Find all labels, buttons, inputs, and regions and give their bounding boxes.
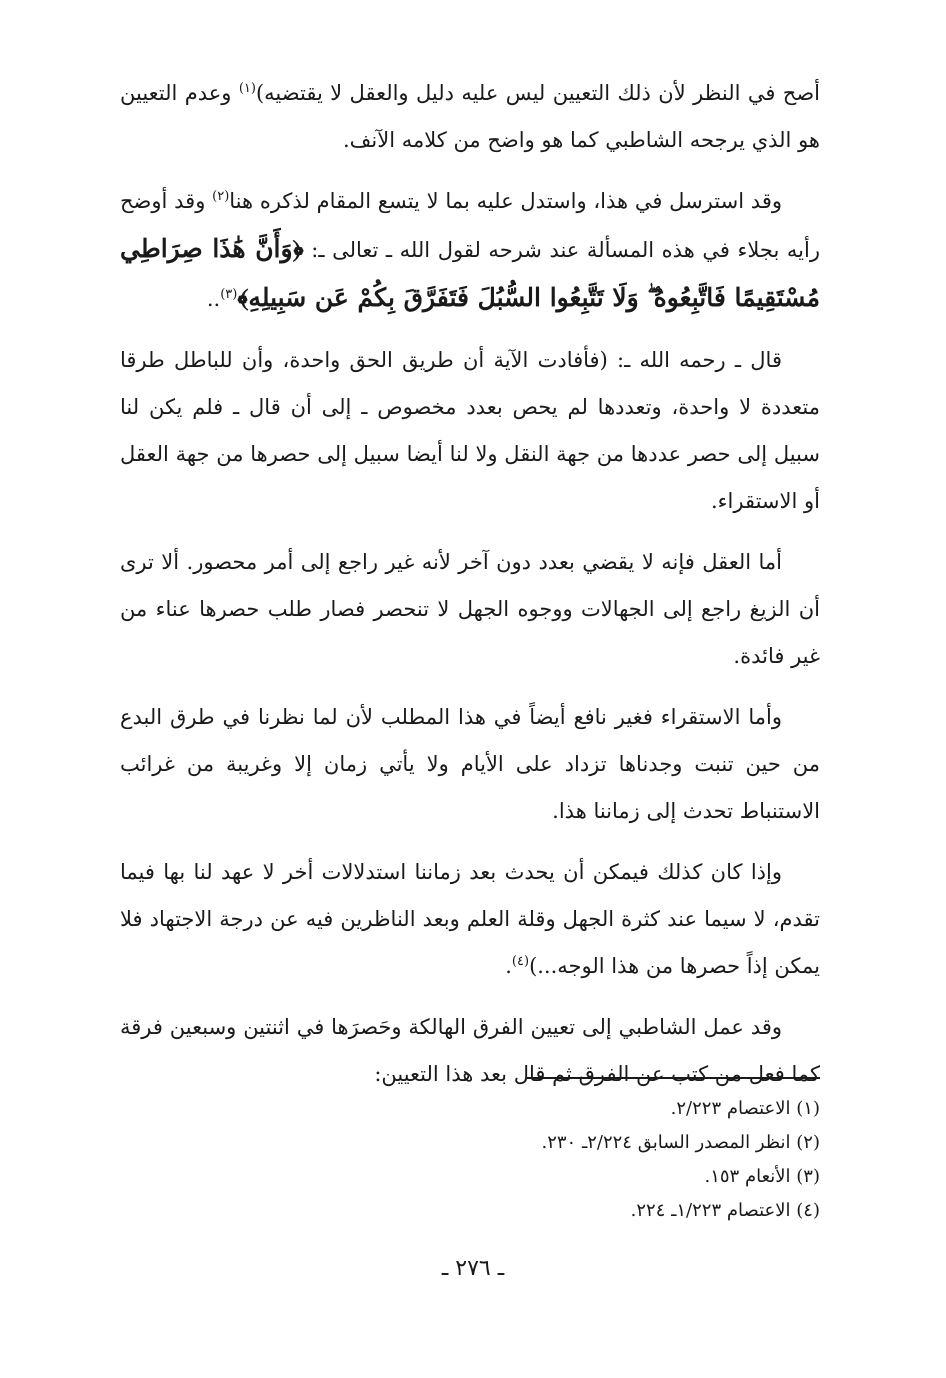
footnote-ref-2: (٢) — [212, 189, 230, 204]
footnote-3: (٣) الأنعام ١٥٣. — [704, 1166, 820, 1187]
paragraph-1 — [120, 70, 820, 164]
paragraph-3-text: قال ـ رحمه الله ـ: (فأفادت الآية أن طريق الحق واحدة، وأن للباطل طرقا متعددة لا واحدة، وتعددها لم يحص بعدد مخصوص ـ إلى أن قال ـ فلم يكن لنا سبيل إلى حصر عددها من جهة النقل ولا لنا أيضا سبيل إلى حصرها من جهة العقل أو الاستقراء. — [120, 348, 820, 513]
paragraph-6 — [120, 849, 820, 990]
paragraph-6-text-a: وإذا كان كذلك فيمكن أن يحدث بعد زماننا استدلالات أخر لا عهد لنا بها فيما تقدم، لا سيما عند كثرة الجهل وقلة العلم وبعد الناظرين فيه عن درجة الاجتهاد فلا يمكن إذاً حصرها من هذا الوجه...) — [120, 860, 820, 978]
paragraph-2-text-b: وقد أوضح رأيه بجلاء في هذه المسألة عند شرحه لقول الله ـ تعالى ـ: — [120, 189, 820, 262]
page-number: ـ ٢٧٦ ـ — [441, 1256, 505, 1281]
footnote-1: (١) الاعتصام ٢/٢٢٣. — [670, 1098, 820, 1119]
paragraph-4 — [120, 539, 820, 680]
paragraph-2-text-a: وقد استرسل في هذا، واستدل عليه بما لا يتسع المقام لذكره هنا — [229, 189, 783, 213]
footnote-2: (٢) انظر المصدر السابق ٢/٢٢٤ـ ٢٣٠. — [541, 1132, 820, 1153]
paragraph-3 — [120, 337, 820, 525]
paragraph-7 — [120, 1004, 820, 1098]
paragraph-1-text-b: وعدم التعيين هو الذي يرجحه الشاطبي كما هو واضح من كلامه الآنف. — [120, 81, 820, 152]
paragraph-6-text-b: . — [505, 954, 512, 978]
paragraph-2-text-c: .. — [206, 287, 221, 311]
paragraph-7-text: وقد عمل الشاطبي إلى تعيين الفرق الهالكة وحَصرَها في اثنتين وسبعين فرقة كما فعل من كتب عن الفرق ثم قال بعد هذا التعيين: — [120, 1015, 820, 1086]
footnote-4: (٤) الاعتصام ١/٢٢٣ـ ٢٢٤. — [630, 1200, 820, 1221]
paragraph-1-text-a: أصح في النظر لأن ذلك التعيين ليس عليه دليل والعقل لا يقتضيه) — [255, 81, 820, 105]
paragraph-2 — [120, 178, 820, 323]
paragraph-4-text: أما العقل فإنه لا يقضي بعدد دون آخر لأنه غير راجع إلى أمر محصور. ألا ترى أن الزيغ راجع إلى الجهالات ووجوه الجهل لا تنحصر فصار طلب حصرها عناء من غير فائدة. — [120, 550, 820, 668]
footnote-ref-4: (٤) — [511, 954, 530, 969]
footnote-ref-1: (١) — [238, 81, 256, 96]
footnote-ref-3: (٣) — [220, 287, 238, 302]
quran-verse: ﴿وَأَنَّ هَٰذَا صِرَاطِي مُسْتَقِيمًا فَاتَّبِعُوهُ ۖ وَلَا تَتَّبِعُوا السُّبُلَ فَتَفَرَّقَ بِكُمْ عَن سَبِيلِهِ﴾ — [120, 234, 820, 312]
paragraph-5 — [120, 694, 820, 835]
footnotes — [220, 1092, 820, 1228]
paragraph-5-text: وأما الاستقراء فغير نافع أيضاً في هذا المطلب لأن لما نظرنا في طرق البدع من حين تنبت وجدناها تزداد على الأيام ولا يأتي زمان إلا وغريبة من غرائب الاستنباط تحدث إلى زماننا هذا. — [120, 705, 820, 823]
page-body — [120, 70, 820, 1112]
footnote-separator — [527, 1077, 820, 1079]
